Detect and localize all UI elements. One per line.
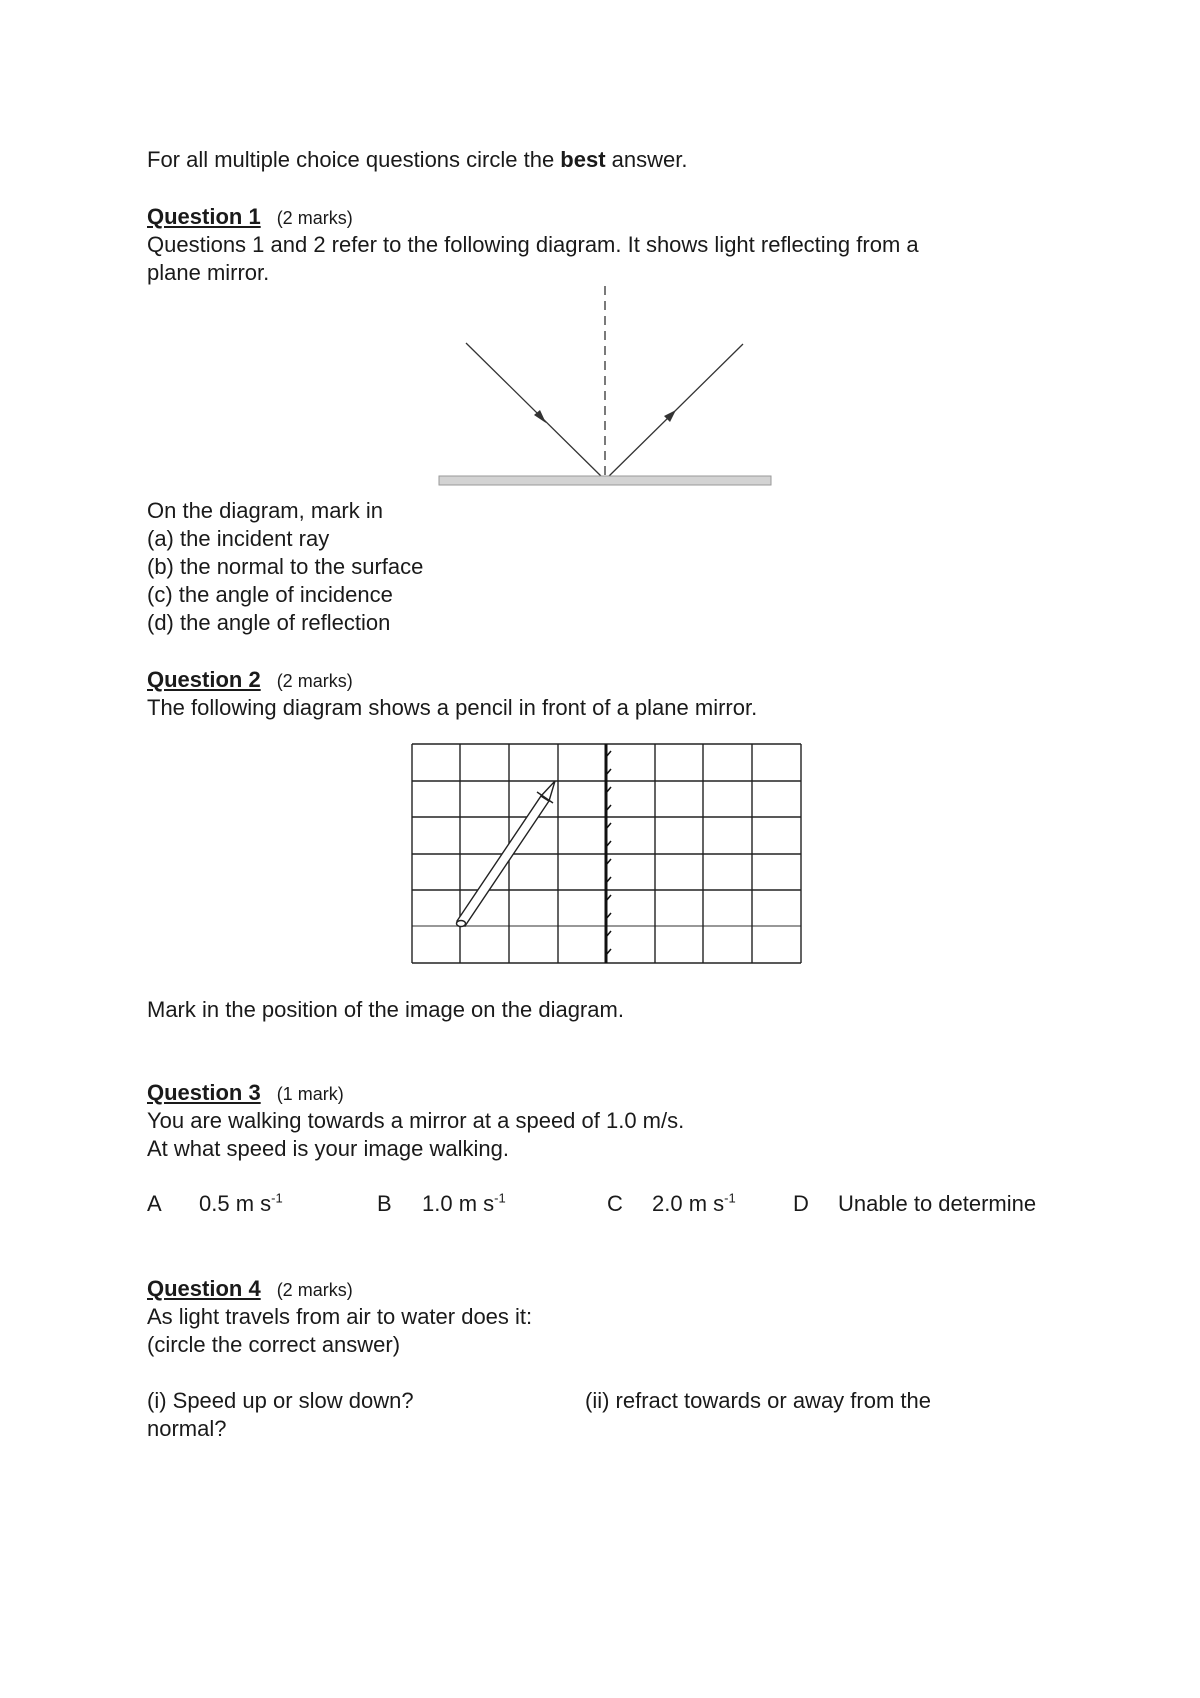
q3-title: Question 3 [147,1080,261,1105]
option-letter: D [793,1191,809,1216]
q2-marks: (2 marks) [276,671,353,691]
pencil-body [457,796,549,926]
pencil-tip [541,781,555,801]
q4-line1: As light travels from air to water does it: [147,1304,533,1329]
q1-part-b: (b) the normal to the surface [147,554,424,579]
q3-line2: At what speed is your image walking. [147,1136,509,1161]
q3-option-a[interactable] [147,1190,283,1218]
reflection-diagram [430,282,780,492]
q1-prompt: On the diagram, mark in [147,498,383,523]
option-letter: A [147,1191,162,1216]
option-letter: B [377,1191,392,1216]
option-value: 2.0 m s [652,1191,725,1216]
q4-title: Question 4 [147,1276,261,1301]
instructions-prefix: For all multiple choice questions circle the [147,147,561,172]
plane-mirror [439,476,771,485]
q3-marks: (1 mark) [276,1084,344,1104]
q3-option-d[interactable] [793,1190,1036,1218]
option-value: 1.0 m s [422,1191,495,1216]
option-exponent: -1 [494,1190,506,1206]
incident-ray [466,343,605,480]
q1-part-c: (c) the angle of incidence [147,582,393,607]
option-value: Unable to determine [838,1191,1037,1216]
option-exponent: -1 [724,1190,736,1206]
q3-heading [147,1079,344,1108]
pencil-mirror-grid [400,735,810,965]
option-value: 0.5 m s [199,1191,272,1216]
q4-part-ii-cont: normal? [147,1416,227,1441]
q4-part-i[interactable]: (i) Speed up or slow down? [147,1388,414,1413]
instructions-emphasis: best [560,147,606,172]
q2-intro: The following diagram shows a pencil in front of a plane mirror. [147,695,758,720]
option-letter: C [607,1191,623,1216]
q1-title: Question 1 [147,204,261,229]
q1-marks: (2 marks) [276,208,353,228]
instructions [147,146,687,174]
q3-option-c[interactable] [607,1190,736,1218]
q4-heading [147,1275,353,1304]
q3-line1: You are walking towards a mirror at a speed of 1.0 m/s. [147,1108,685,1133]
option-exponent: -1 [271,1190,283,1206]
q4-marks: (2 marks) [276,1280,353,1300]
q2-heading [147,666,353,695]
instructions-suffix: answer. [605,147,688,172]
q1-part-a: (a) the incident ray [147,526,330,551]
q1-intro-line1: Questions 1 and 2 refer to the following diagram. It shows light reflecting from a [147,232,919,257]
q2-instruction: Mark in the position of the image on the diagram. [147,997,624,1022]
q2-title: Question 2 [147,667,261,692]
pencil-end [457,921,466,927]
q4-line2: (circle the correct answer) [147,1332,401,1357]
q1-heading [147,203,353,232]
q3-option-b[interactable] [377,1190,506,1218]
q4-part-ii[interactable]: (ii) refract towards or away from the [585,1388,931,1413]
q1-part-d: (d) the angle of reflection [147,610,391,635]
q1-intro-line2: plane mirror. [147,260,270,285]
